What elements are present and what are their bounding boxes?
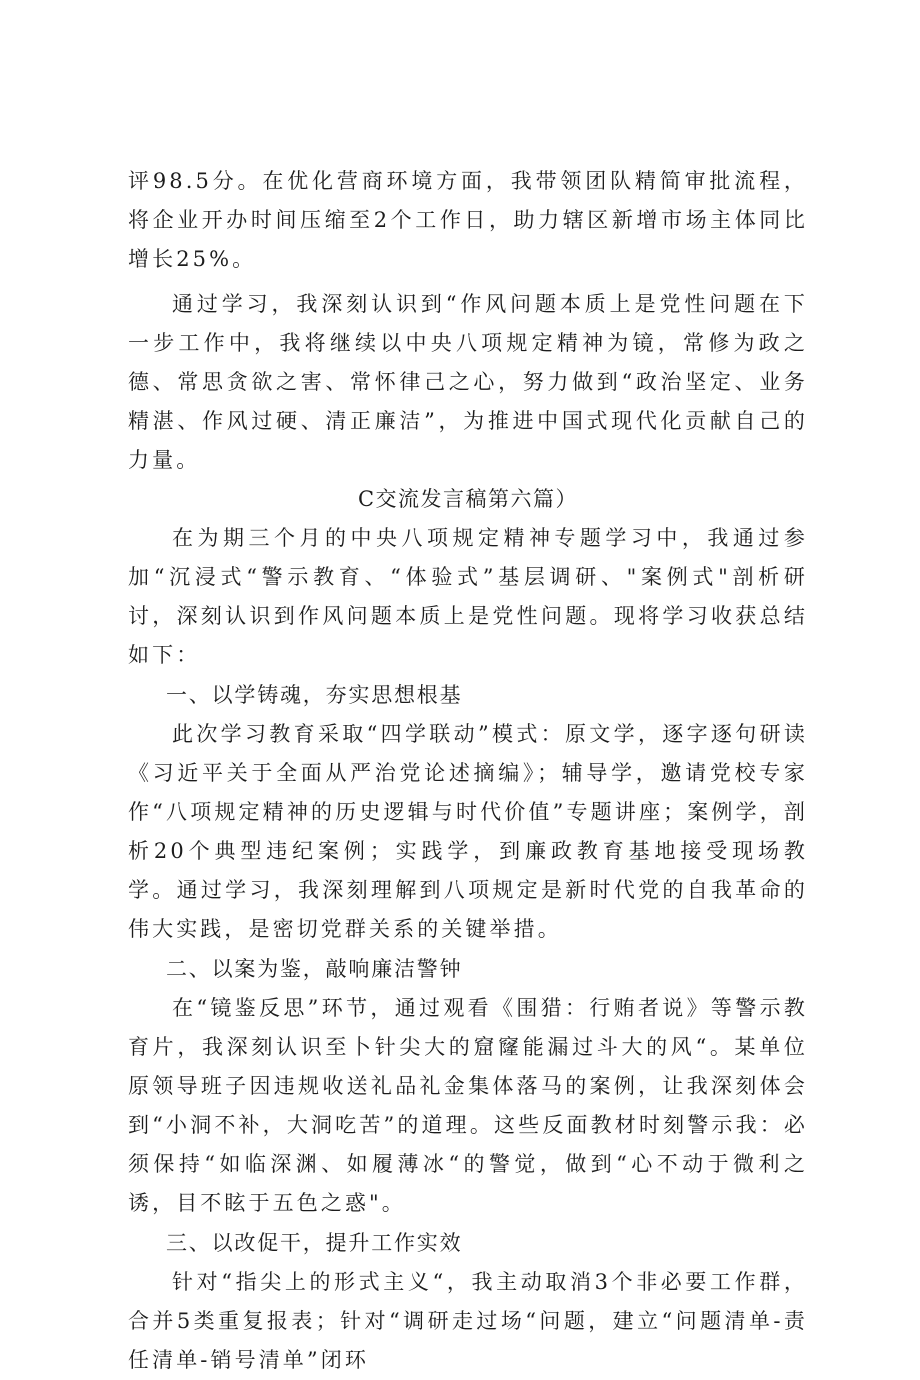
paragraph-intro-1: 评98.5分。在优化营商环境方面，我带领团队精简审批流程，将企业开办时间压缩至2个工作日，助力辖区新增市场主体同比增长25%。: [128, 169, 808, 271]
paragraph-intro-2: 通过学习，我深刻认识到“作风问题本质上是党性问题在下一步工作中，我将继续以中央八项规定精神为镜，常修为政之德、常思贪欲之害、常怀律己之心，努力做到“政治坚定、业务精湛、作风过硬、清正廉洁”，为推进中国式现代化贡献自己的力量。: [128, 292, 808, 472]
heading-1: 一、以学铸魂，夯实思想根基: [166, 683, 463, 707]
heading-3: 三、以改促干，提升工作实效: [166, 1231, 463, 1255]
paragraph-body-2: 在“镜鉴反思”环节，通过观看《围猎：行贿者说》等警示教育片，我深刻认识至卜针尖大的窟窿能漏过斗大的风“。某单位原领导班子因违规收送礼品礼金集体落马的案例，让我深刻体会到“小洞不补，大洞吃苦”的道理。这些反面教材时刻警示我：必须保持“如临深渊、如履薄冰“的警觉，做到“心不动于微利之诱，目不眩于五色之惑"。: [128, 996, 808, 1215]
section-title: C交流发言稿第六篇）: [357, 487, 579, 511]
paragraph-opening: 在为期三个月的中央八项规定精神专题学习中，我通过参加“沉浸式“警示教育、“体验式”基层调研、"案例式"剖析研讨，深刻认识到作风问题本质上是党性问题。现将学习收获总结如下：: [128, 526, 808, 667]
paragraph-body-3: 针对“指尖上的形式主义“，我主动取消3个非必要工作群，合并5类重复报表；针对“调研走过场“问题，建立“问题清单-责任清单-销号清单”闭环: [128, 1270, 808, 1372]
document-body: [128, 162, 808, 1380]
paragraph-body-1: 此次学习教育采取“四学联动”模式：原文学，逐字逐句研读《习近平关于全面从严治党论述摘编》；辅导学，邀请党校专家作“八项规定精神的历史逻辑与时代价值”专题讲座；案例学，剖析20个典型违纪案例；实践学，到廉政教育基地接受现场教学。通过学习，我深刻理解到八项规定是新时代党的自我革命的伟大实践，是密切党群关系的关键举措。: [128, 722, 808, 941]
heading-2: 二、以案为鉴，敲响廉洁警钟: [166, 957, 463, 981]
